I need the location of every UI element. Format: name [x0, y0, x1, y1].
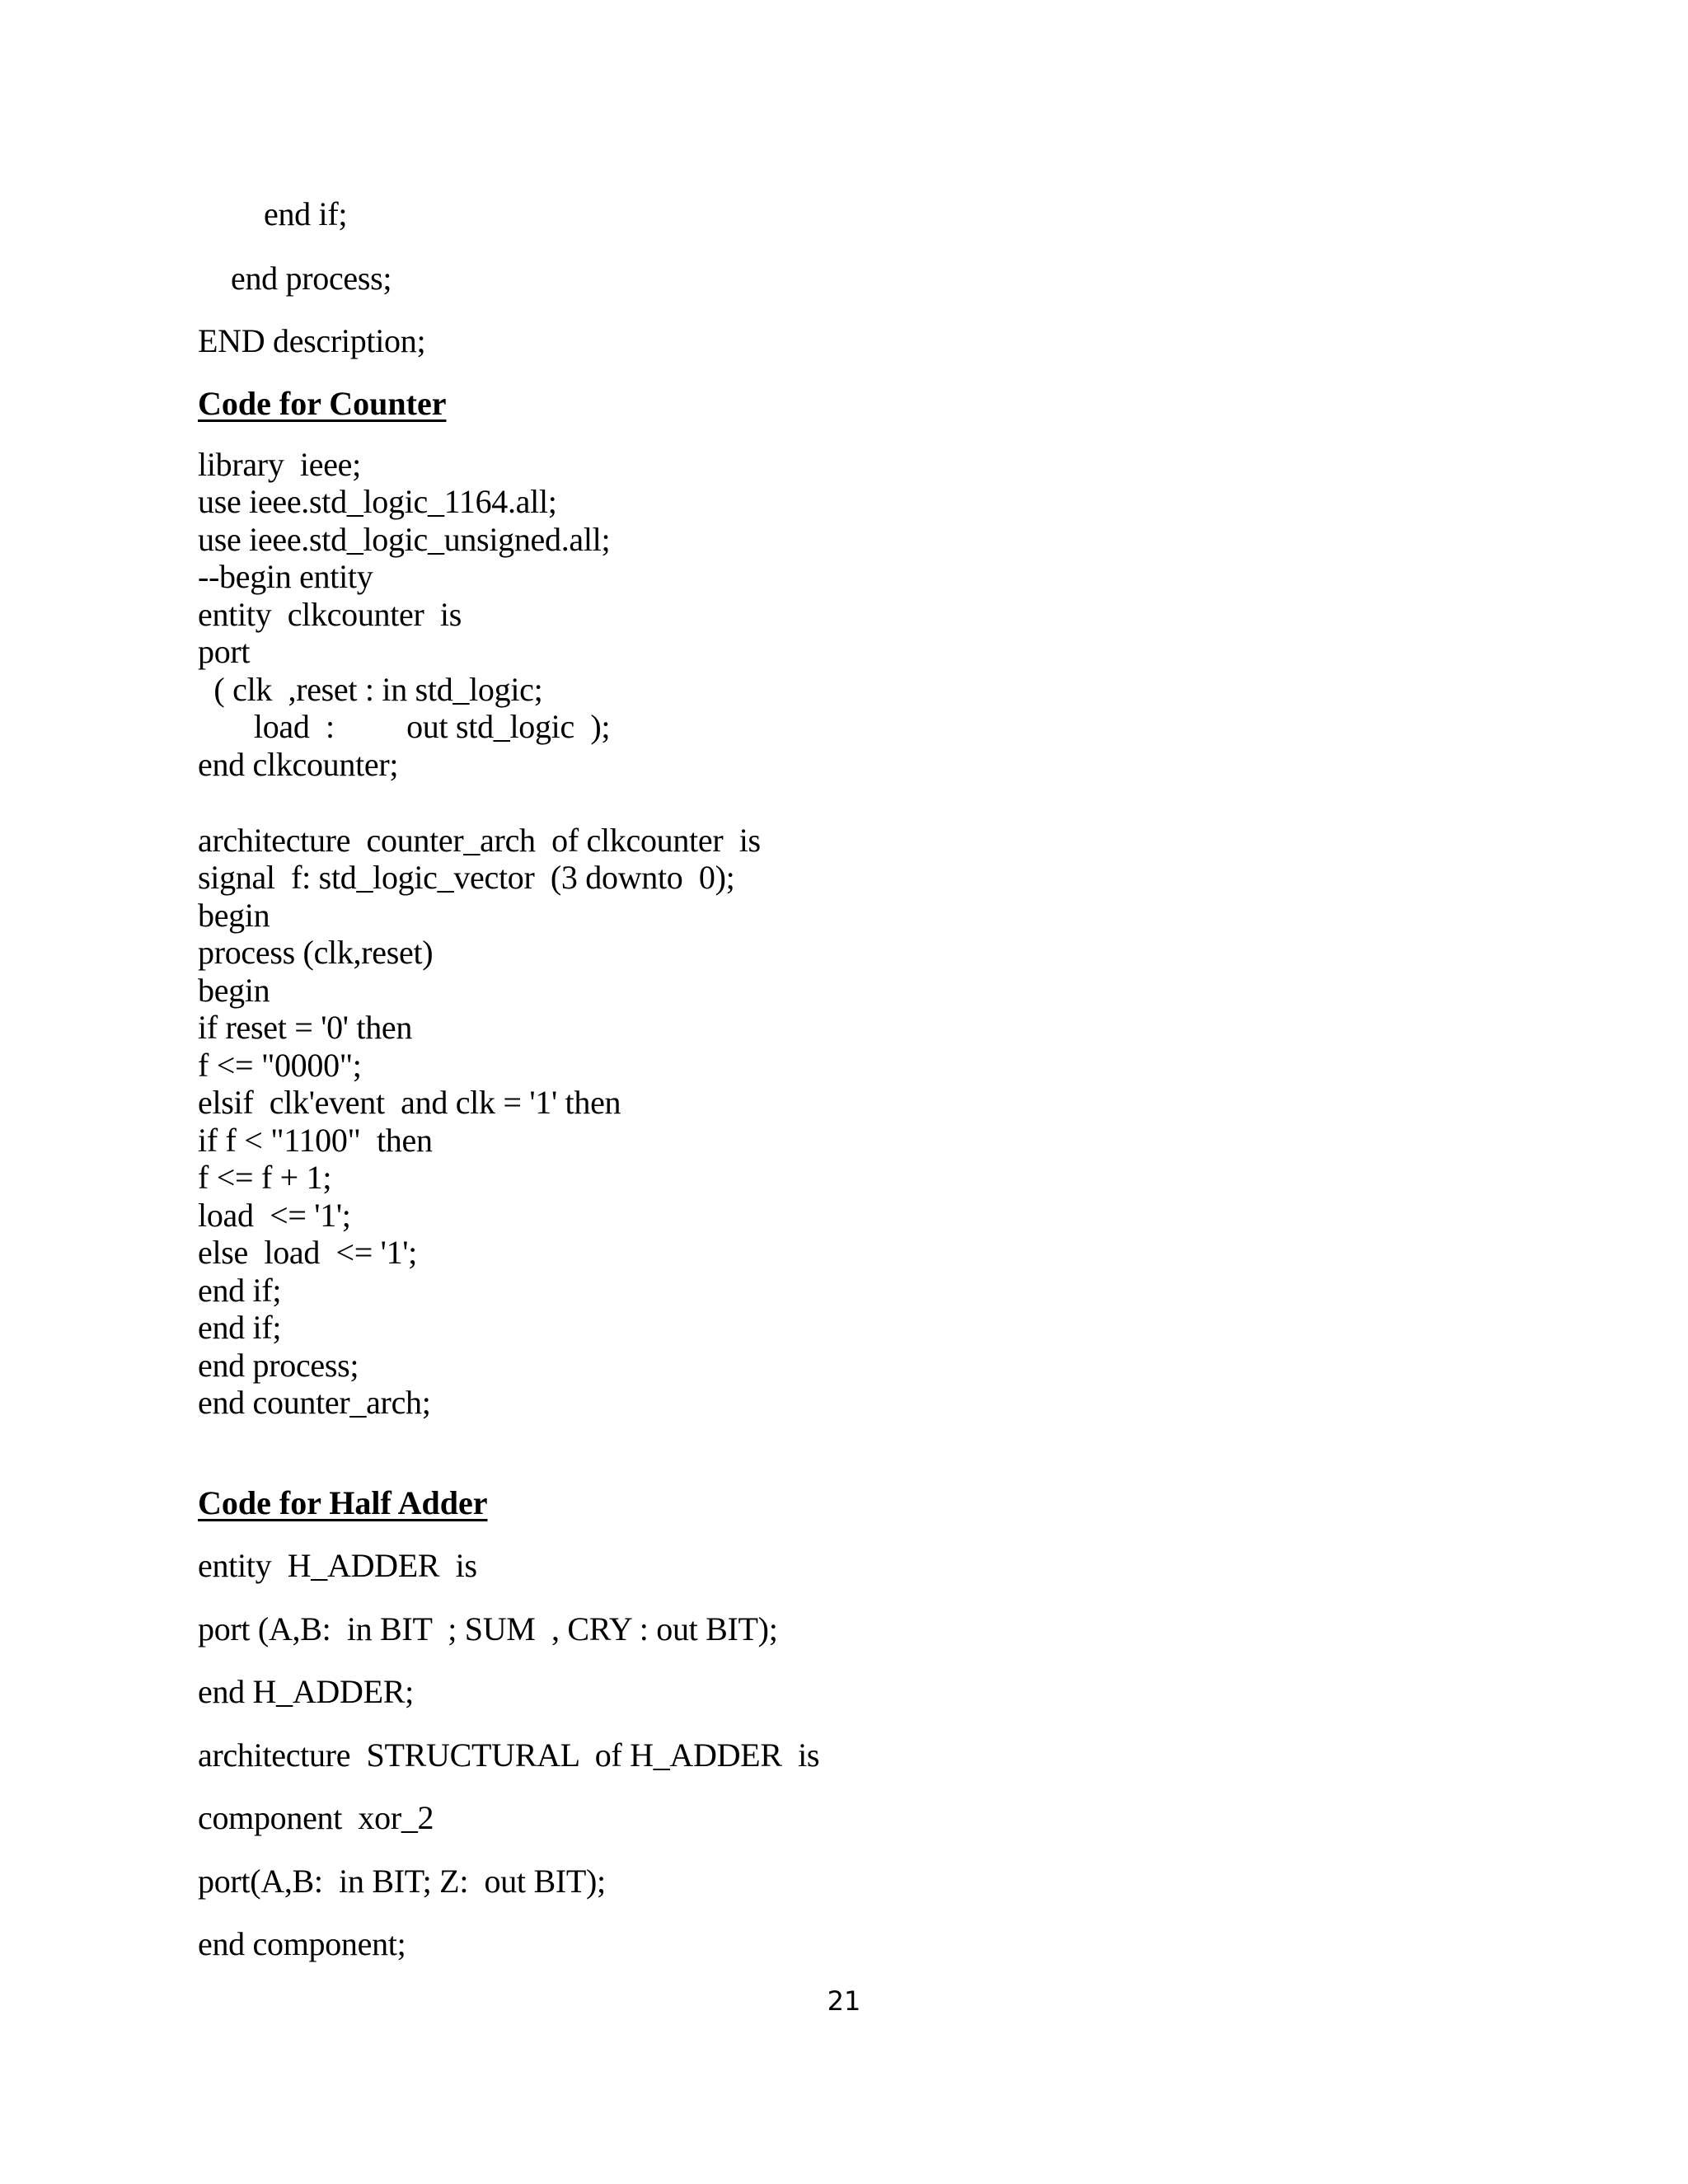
- code-line: --begin entity: [198, 558, 373, 595]
- code-line: f <= "0000";: [198, 1047, 362, 1084]
- code-line: port (A,B: in BIT ; SUM , CRY : out BIT);: [198, 1610, 778, 1647]
- code-line: end H_ADDER;: [198, 1673, 414, 1710]
- code-line: entity H_ADDER is: [198, 1547, 477, 1584]
- code-line-end-if: end if;: [264, 195, 348, 232]
- code-line: use ieee.std_logic_unsigned.all;: [198, 521, 611, 558]
- code-line: f <= f + 1;: [198, 1159, 332, 1196]
- code-line: begin: [198, 972, 270, 1009]
- code-line: architecture counter_arch of clkcounter is: [198, 822, 761, 859]
- code-line: begin: [198, 897, 270, 934]
- code-line: port: [198, 633, 251, 670]
- code-line: end counter_arch;: [198, 1384, 431, 1421]
- code-line: end if;: [198, 1272, 282, 1309]
- section-heading-counter: Code for Counter: [198, 385, 447, 422]
- code-line-end-process: end process;: [231, 260, 392, 297]
- code-line: use ieee.std_logic_1164.all;: [198, 483, 557, 520]
- code-line: signal f: std_logic_vector (3 downto 0);: [198, 859, 735, 896]
- code-line: if reset = '0' then: [198, 1009, 413, 1046]
- code-line: ( clk ,reset : in std_logic;: [198, 671, 543, 708]
- page-number: 21: [827, 1985, 861, 2017]
- code-line: end clkcounter;: [198, 746, 399, 783]
- code-line: load <= '1';: [198, 1197, 351, 1234]
- section-heading-half-adder: Code for Half Adder: [198, 1484, 488, 1521]
- code-line-end-description: END description;: [198, 322, 426, 359]
- code-line: end process;: [198, 1347, 359, 1384]
- code-line: if f < "1100" then: [198, 1122, 433, 1159]
- code-line: else load <= '1';: [198, 1234, 417, 1271]
- code-line: library ieee;: [198, 446, 361, 483]
- code-line: entity clkcounter is: [198, 596, 462, 633]
- code-line: load : out std_logic );: [198, 708, 611, 745]
- code-line: component xor_2: [198, 1799, 434, 1836]
- code-line: end if;: [198, 1309, 282, 1346]
- code-line: architecture STRUCTURAL of H_ADDER is: [198, 1736, 820, 1774]
- code-line: end component;: [198, 1925, 406, 1962]
- code-line: elsif clk'event and clk = '1' then: [198, 1084, 621, 1121]
- code-line: port(A,B: in BIT; Z: out BIT);: [198, 1863, 606, 1900]
- code-line: process (clk,reset): [198, 934, 434, 971]
